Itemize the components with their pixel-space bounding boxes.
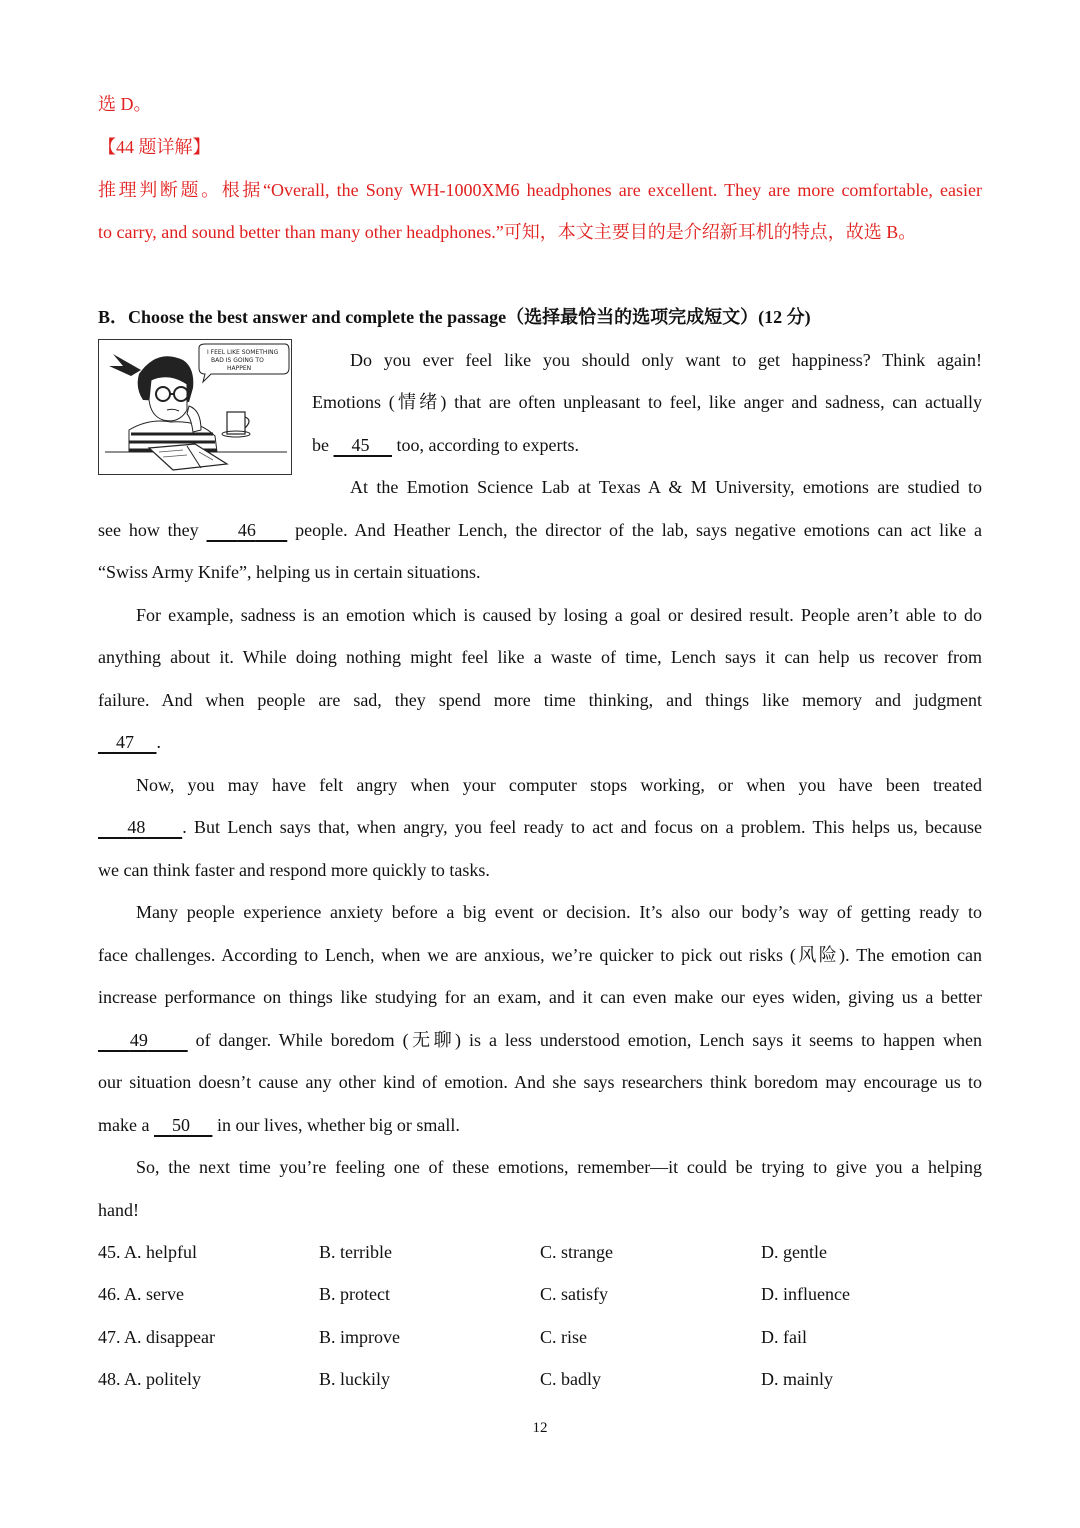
option-46-b[interactable]: B. protect [319,1284,390,1304]
answer-heading: 【44 题详解】 [98,137,211,157]
blank-47: 47 [116,732,134,752]
passage-p3-line-1: For example, sadness is an emotion which is caused by losing a goal or desired result. People aren’t able to do [136,605,982,625]
blank-45: 45 [351,435,370,455]
option-48-d[interactable]: D. mainly [761,1369,833,1389]
answer-choice-line: 选 D。 [98,94,152,114]
page-number: 12 [532,1420,548,1436]
passage-p2-line-2: see how they 46 people. And Heather Lench, the director of the lab, says negative emotions can act like a [98,520,983,540]
svg-text:HAPPEN: HAPPEN [227,365,252,372]
blank-46: 46 [237,520,256,540]
option-48-b[interactable]: B. luckily [319,1369,390,1389]
svg-text:I FEEL LIKE SOMETHING: I FEEL LIKE SOMETHING [207,349,279,356]
option-48-c[interactable]: C. badly [540,1369,601,1389]
passage-p6-line-2: hand! [98,1200,139,1220]
cartoon-illustration-icon [98,339,292,475]
answer-explanation-line-1: 推理判断题。根据“Overall, the Sony WH-1000XM6 headphones are excellent. They are more comfortable, easier [98,180,982,200]
passage-p5-line-4: 49 of danger. While boredom (无聊) is a less understood emotion, Lench says it seems to happen when [98,1029,982,1051]
option-48-a[interactable]: 48. A. politely [98,1369,201,1389]
svg-text:BAD IS GOING TO: BAD IS GOING TO [211,357,264,364]
passage-p4-line-2: 48 . But Lench says that, when angry, you feel ready to act and focus on a problem. This helps us, because [98,816,982,838]
passage-p4-line-1: Now, you may have felt angry when your computer stops working, or when you have been treated [136,775,982,795]
passage-p3-line-4: 47 . [98,731,982,753]
answer-explanation-line-2: to carry, and sound better than many other headphones.”可知，本文主要目的是介绍新耳机的特点，故选 B。 [98,222,917,242]
passage-p6-line-1: So, the next time you’re feeling one of these emotions, remember—it could be trying to give you a helping [136,1157,982,1177]
passage-p5-line-2: face challenges. According to Lench, when we are anxious, we’re quicker to pick out risks (风险). The emotion can [98,945,982,965]
option-47-a[interactable]: 47. A. disappear [98,1327,215,1347]
passage-p4-line-3: we can think faster and respond more quickly to tasks. [98,860,490,880]
option-45-d[interactable]: D. gentle [761,1242,827,1262]
passage-p5-line-3: increase performance on things like studying for an exam, and it can even make our eyes widen, giving us a better [98,987,982,1007]
section-b-heading: B．Choose the best answer and complete the passage（选择最恰当的选项完成短文）(12 分) [98,307,811,327]
blank-48: 48 [127,817,146,837]
option-46-a[interactable]: 46. A. serve [98,1284,184,1304]
blank-49: 49 [129,1030,148,1050]
passage-p2-line-1: At the Emotion Science Lab at Texas A & M University, emotions are studied to [350,477,982,497]
option-46-c[interactable]: C. satisfy [540,1284,609,1304]
option-45-a[interactable]: 45. A. helpful [98,1242,197,1262]
passage-p5-line-6: make a 50 in our lives, whether big or small. [98,1115,460,1135]
passage-p3-line-3: failure. And when people are sad, they spend more time thinking, and things like memory and judgment [98,690,982,710]
passage-p1-line-3: be 45 too, according to experts. [312,435,579,455]
passage-p1-line-2: Emotions (情绪) that are often unpleasant to feel, like anger and sadness, can actually [312,392,982,412]
passage-p2-line-3: “Swiss Army Knife”, helping us in certain situations. [98,562,481,582]
option-47-c[interactable]: C. rise [540,1327,587,1347]
option-45-c[interactable]: C. strange [540,1242,613,1262]
passage-p3-line-2: anything about it. While doing nothing might feel like a waste of time, Lench says it can help us recover from [98,647,982,667]
passage-p5-line-1: Many people experience anxiety before a big event or decision. It’s also our body’s way of getting ready to [136,902,982,922]
option-45-b[interactable]: B. terrible [319,1242,392,1262]
passage-p5-line-5: our situation doesn’t cause any other kind of emotion. And she says researchers think boredom may encourage us to [98,1072,982,1092]
passage-p1-line-1: Do you ever feel like you should only want to get happiness? Think again! [350,350,982,370]
option-47-d[interactable]: D. fail [761,1327,807,1347]
blank-50: 50 [171,1115,190,1135]
option-47-b[interactable]: B. improve [319,1327,400,1347]
option-46-d[interactable]: D. influence [761,1284,850,1304]
